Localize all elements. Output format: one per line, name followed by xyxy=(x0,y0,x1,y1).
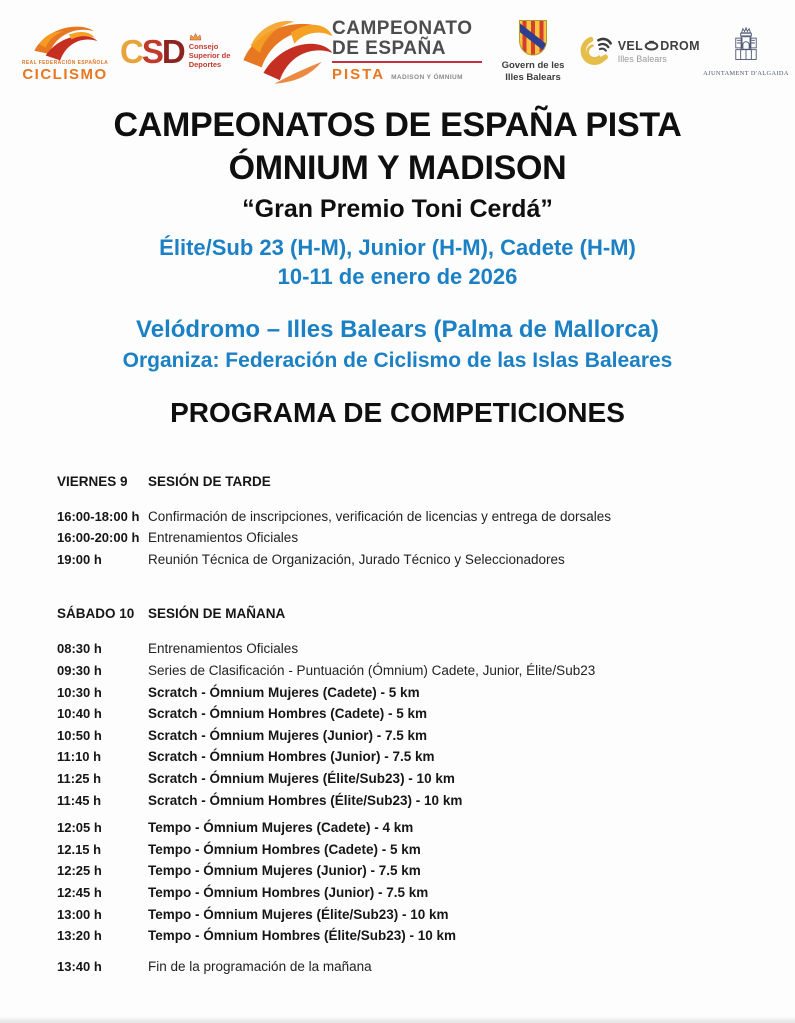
schedule-row xyxy=(57,682,765,704)
schedule-time: 10:40 h xyxy=(57,706,102,722)
schedule-time: 09:30 h xyxy=(57,663,102,679)
main-title-line1: CAMPEONATOS DE ESPAÑA PISTA xyxy=(113,106,682,144)
schedule-time: 19:00 h xyxy=(57,551,102,567)
schedule-time: 12:05 h xyxy=(57,820,102,836)
schedule-event: Confirmación de inscripciones, verificación de licencias y entrega de dorsales xyxy=(148,508,611,524)
govern-shield-icon xyxy=(518,19,548,57)
schedule-event: Tempo - Ómnium Hombres (Junior) - 7.5 km xyxy=(148,884,429,900)
campeonato-madison-label: MADISON Y ÓMNIUM xyxy=(391,74,463,82)
schedule-time: 10:50 h xyxy=(57,727,102,743)
velodrom-track-icon xyxy=(580,31,614,71)
campeonato-swirl-icon xyxy=(238,7,338,95)
ajuntament-label: AJUNTAMENT D'ALGAIDA xyxy=(703,69,789,77)
ajuntament-crest-icon xyxy=(730,26,762,68)
title-block xyxy=(0,104,795,429)
grand-prix-subtitle: “Gran Premio Toni Cerdá” xyxy=(242,194,553,223)
schedule-group xyxy=(57,638,765,811)
schedule-time: 16:00-18:00 h xyxy=(57,508,140,524)
govern-illes-balears-logo xyxy=(490,19,576,83)
schedule-time: 11:10 h xyxy=(57,749,102,765)
schedule-time: 12.15 h xyxy=(57,841,102,857)
venue-line: Velódromo – Illes Balears (Palma de Mallorca) xyxy=(136,315,659,343)
schedule-row xyxy=(57,904,765,926)
campeonato-line1: CAMPEONATO xyxy=(332,17,473,39)
schedule-row xyxy=(57,925,765,947)
ajuntament-algaida-logo xyxy=(704,26,788,77)
velodrom-oval-icon xyxy=(644,40,659,51)
schedule-time: 12:25 h xyxy=(57,863,102,879)
section-header xyxy=(57,606,765,621)
schedule-time: 12:45 h xyxy=(57,884,102,900)
schedule-row xyxy=(57,860,765,882)
schedule-event: Series de Clasificación - Puntuación (Ómnium) Cadete, Junior, Élite/Sub23 xyxy=(148,663,596,679)
campeonato-text-block xyxy=(332,19,482,84)
schedule-time: 16:00-20:00 h xyxy=(57,530,140,546)
section-day: SÁBADO 10 xyxy=(57,606,135,622)
schedule-section xyxy=(57,606,765,977)
schedule-group xyxy=(57,506,765,571)
schedule-row xyxy=(57,703,765,725)
schedule-event: Scratch - Ómnium Mujeres (Élite/Sub23) - 10 km xyxy=(148,771,455,786)
schedule-time: 10:30 h xyxy=(57,684,102,700)
csd-text-block xyxy=(189,33,234,69)
section-session: SESIÓN DE MAÑANA xyxy=(148,606,286,622)
schedule-time: 11:25 h xyxy=(57,771,102,786)
rfec-ciclismo-logo xyxy=(14,20,116,83)
schedule-time: 13:20 h xyxy=(57,928,102,944)
organizer-line: Organiza: Federación de Ciclismo de las Islas Baleares xyxy=(122,348,673,372)
schedule-event: Scratch - Ómnium Hombres (Junior) - 7.5 km xyxy=(148,749,435,765)
schedule-row xyxy=(57,882,765,904)
schedule-event: Scratch - Ómnium Hombres (Cadete) - 5 km xyxy=(148,706,428,722)
crown-icon xyxy=(189,33,202,41)
schedule-event: Tempo - Ómnium Mujeres (Junior) - 7.5 km xyxy=(148,863,421,879)
campeonato-pista-label: PISTA xyxy=(332,66,386,84)
govern-label: Govern de les Illes Balears xyxy=(501,60,565,83)
schedule-section xyxy=(57,474,765,571)
schedule-time: 08:30 h xyxy=(57,641,102,657)
schedule-event: Reunión Técnica de Organización, Jurado Técnico y Seleccionadores xyxy=(148,551,565,567)
schedule-event: Tempo - Ómnium Hombres (Élite/Sub23) - 10 km xyxy=(148,928,457,944)
schedule-time: 13:00 h xyxy=(57,906,102,922)
csd-logo xyxy=(120,33,234,69)
velodrom-logo xyxy=(580,31,700,71)
schedule-event: Fin de la programación de la mañana xyxy=(148,958,372,974)
program-title: PROGRAMA DE COMPETICIONES xyxy=(170,396,625,428)
campeonato-espana-logo xyxy=(238,7,486,95)
schedule-event: Tempo - Ómnium Mujeres (Élite/Sub23) - 10 km xyxy=(148,906,449,922)
dates-line: 10-11 de enero de 2026 xyxy=(277,263,518,289)
schedule-row xyxy=(57,746,765,768)
schedule-event: Tempo - Ómnium Hombres (Cadete) - 5 km xyxy=(148,841,421,857)
schedule-group xyxy=(57,956,765,978)
schedule-event: Entrenamientos Oficiales xyxy=(148,641,299,657)
schedule-event: Tempo - Ómnium Mujeres (Cadete) - 4 km xyxy=(148,820,414,836)
schedule-group xyxy=(57,817,765,947)
velodrom-name-right: DROM xyxy=(660,38,700,53)
csd-letter-d: D xyxy=(161,32,184,70)
schedule xyxy=(57,474,765,978)
section-day: VIERNES 9 xyxy=(57,473,128,489)
schedule-row xyxy=(57,725,765,747)
csd-letter-s: S xyxy=(141,32,162,70)
main-title-line2: ÓMNIUM Y MADISON xyxy=(228,148,567,187)
velodrom-name-left: VEL xyxy=(617,38,644,53)
schedule-row xyxy=(57,790,765,812)
velodrom-text-block xyxy=(618,39,700,64)
rfec-swirl-icon xyxy=(21,20,109,62)
campeonato-line2: DE ESPAÑA xyxy=(332,37,446,59)
csd-letter-c: C xyxy=(120,32,142,70)
schedule-time: 13:40 h xyxy=(57,958,102,974)
schedule-time: 11:45 h xyxy=(57,792,102,808)
rfec-brand-label: CICLISMO xyxy=(22,65,108,83)
schedule-row xyxy=(57,549,765,571)
schedule-event: Scratch - Ómnium Hombres (Élite/Sub23) - 10 km xyxy=(148,792,463,808)
velodrom-sub-label: Illes Balears xyxy=(617,53,667,64)
schedule-row xyxy=(57,638,765,660)
schedule-event: Entrenamientos Oficiales xyxy=(148,530,299,546)
logo-strip xyxy=(0,0,795,94)
campeonato-divider xyxy=(332,61,482,63)
schedule-row xyxy=(57,839,765,861)
schedule-row xyxy=(57,956,765,978)
velodrom-name xyxy=(618,39,700,53)
schedule-row xyxy=(57,768,765,790)
rfec-federation-label: REAL FEDERACIÓN ESPAÑOLA xyxy=(21,59,109,66)
csd-monogram xyxy=(120,32,184,70)
schedule-row xyxy=(57,817,765,839)
section-header xyxy=(57,474,765,489)
categories-line: Élite/Sub 23 (H-M), Junior (H-M), Cadete (H-M) xyxy=(159,234,636,260)
section-session: SESIÓN DE TARDE xyxy=(148,473,271,489)
schedule-row xyxy=(57,506,765,528)
schedule-event: Scratch - Ómnium Mujeres (Junior) - 7.5 km xyxy=(148,727,428,743)
csd-label: Consejo Superior de Deportes xyxy=(188,42,231,69)
schedule-event: Scratch - Ómnium Mujeres (Cadete) - 5 km xyxy=(148,684,420,700)
schedule-row xyxy=(57,660,765,682)
schedule-row xyxy=(57,527,765,549)
